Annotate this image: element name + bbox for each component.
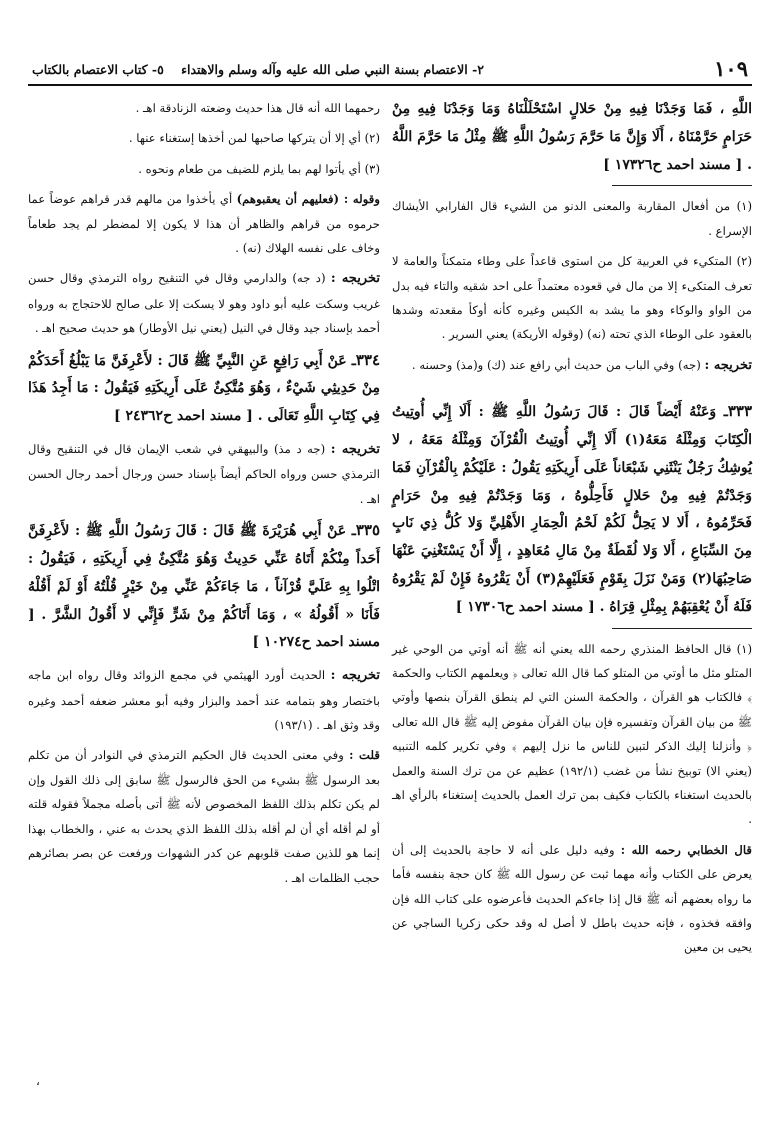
running-title-book: ٥- كتاب الاعتصام بالكتاب [32, 62, 164, 77]
page-number: ١٠٩ [714, 56, 748, 81]
continued-text: رحمهما الله أنه قال هذا حديث وضعته الزنادقة اهـ . [135, 101, 380, 115]
hadith-332-end: اللَّهِ ، فَمَا وَجَدْنَا فِيهِ مِنْ حَلالٍ اسْتَحْلَلْنَاهُ وَمَا وَجَدْنَا فِيهِ مِنْ حَرَامٍ حَرَّمْنَاهُ ، أَلَا وَإِنَّ مَا حَرَّمَ رَسُولُ اللَّهِ ﷺ مِثْلُ مَا حَرَّمَ اللَّهُ . [ مسند احمد ح١٧٣٢٦ ] [392, 101, 752, 173]
footnote-2-left: (٢) أي إلا أن يتركها صاحبها لمن أخذها إستغناء عنها . [128, 131, 380, 146]
takhrij-paragraph [28, 437, 380, 511]
hadith-text: ـ وَعَنْهُ أَيْضاً قَالَ : قَالَ رَسُولُ اللَّهِ ﷺ : أَلَا إِنِّي أُوتِيتُ الْكِتَابَ وَمِثْلَهُ مَعَهُ(١) أَلَا إِنِّي أُوتِيتُ الْقُرْآنَ وَمِثْلَهُ مَعَهُ ، لا يُوشِكُ رَجُلٌ يَنْثَنِي شَبْعَاناً عَلَى أَرِيكَتِهِ يَقُولُ : عَلَيْكُمْ بِالْقُرْآنِ فَمَا وَجَدْتُمْ فِيهِ مِنْ حَلالٍ فَأَحِلُّوهُ ، وَمَا وَجَدْتُمْ فِيهِ مِنْ حَرَامٍ فَحَرِّمُوهُ ، أَلا لا يَحِلُّ لَكُمْ لَحْمُ الْحِمَارِ الأَهْلِيِّ وَلا كُلُّ ذِي نَابٍ مِنَ السِّبَاعِ ، أَلا وَلا لُقَطَةٌ مِنْ مَالِ مُعَاهِدٍ ، إِلَّا أَنْ يَسْتَغْنِيَ عَنْهَا صَاحِبُهَا(٢) وَمَنْ نَزَلَ بِقَوْمٍ فَعَلَيْهِمْ(٣) أَنْ يَقْرُوهُ فَإِنْ لَمْ يَقْرُوهُ فَلَهُ أَنْ يُعْقِبَهُمْ بِمِثْلِ قِرَاهُ . [ مسند احمد ح١٧٣٠٦ ] [392, 404, 753, 615]
takhrij-paragraph [392, 353, 752, 378]
takhrij-label: تخريجه : [330, 668, 381, 684]
takhrij-label: تخريجه : [330, 442, 380, 458]
footnote-1: (١) من أفعال المقاربة والمعنى الدنو من الشيء قال الفارابي الأيشاك الإسراع . [392, 199, 752, 238]
takhrij-label: تخريجه : [704, 357, 752, 373]
left-column [28, 96, 380, 896]
hadith-text: ـ عَنْ أَبِي رَافِعٍ عَنِ النَّبِيِّ ﷺ قَالَ : لأَعْرِفَنَّ مَا يَبْلُغُ أَحَدَكُمْ مِنْ حَدِيثِي شَيْءٌ ، وَهُوَ مُتَّكِئٌ عَلَى أَرِيكَتِهِ فَيَقُولُ : مَا أَجِدُ هَذَا فِي كِتَابِ اللَّهِ تَعَالَى . [ مسند احمد ح٢٤٣٦٢ ] [28, 352, 380, 425]
takhrij-paragraph [28, 663, 380, 737]
takhrij-paragraph [28, 266, 380, 340]
footnote-mundhiri: (١) قال الحافظ المنذري رحمه الله يعني أنه ﷺ أنه أوتي من الوحي غير المتلو مثل ما أوتي من المتلو كما قال الله تعالى ﴿ ويعلمهم الكتاب والحكمة ﴾ فالكتاب هو القرآن ، والحكمة السنن التي لم ينطق القرآن بنصها وأوتي ﷺ من بيان القرآن وتفسيره فإن بيان القرآن مفوض إليه ﷺ قال الله تعالى ﴿ وأنزلنا إليك الذكر لتبين للناس ما نزل إليهم ﴾ وفي تكرير كلمه التنبيه (يعني الا) توبيخ نشأ من غضب (١٩٢/١) عظيم عن من ترك السنة والعمل بالحديث استغناء بالكتاب فكيف بمن ترك العمل بالحديث إستغناء بالرأي اهـ . [392, 641, 752, 827]
waqawluh-paragraph [28, 187, 380, 260]
qult-label: قلت : [349, 748, 380, 763]
takhrij-label: تخريجه : [330, 271, 380, 287]
hadith-333 [392, 398, 752, 621]
takhrij-text: (جه) وفي الباب من حديث أبي رافع عند (ك) و(مذ) وحسنه . [411, 357, 701, 372]
qult-text: وفي معنى الحديث قال الحكيم الترمذي في النوادر أن من تكلم بعد الرسول ﷺ بشيء من الحق فالرسول ﷺ سابق إلى ذلك القول وإن لم يكن تكلم بذلك اللفظ المخصوص لأنه ﷺ أتى بأصله مجملاً فقوله قلته أو لم أقله أي أن لم أقله بذلك اللفظ الذي يحدث به عني ، والخطاب بهذا إنما هو للذين صفت قلوبهم عن كدر الشهوات ورفعت عن بصر بصائرهم حجب الظلمات اهـ . [28, 748, 380, 885]
khattabi-text: وفيه دليل على أنه لا حاجة بالحديث إلى أن يعرض على الكتاب وأنه مهما ثبت عن رسول الله ﷺ كان حجة بنفسه فأما ما رواه بعضهم أنه ﷺ قال إذا جاءكم الحديث فأعرضوه على كتاب الله فإن وافقه فخذوه ، فإنه حديث باطل لا أصل له وقد حكى زكريا الساجي عن يحيى بن معين [392, 842, 752, 955]
takhrij-text: (جه د مذ) والبيهقي في شعب الإيمان قال في التنقيح وقال الترمذي حسن ورواه الحاكم أيضاً بإسناد حسن ورجال أحمد رجال الحسن اهـ . [28, 442, 380, 506]
waqawluh-text: أي يأخذوا من مالهم قدر قراهم عوضاً عما حرموه من قراهم والظاهر أن هذا لا يكون إلا لمضطر لم يجد طعاماً وخاف على نفسه الهلاك (نه) . [28, 192, 380, 256]
takhrij-text: (د جه) والدارمي وقال في التنقيح رواه الترمذي وقال حسن غريب وسكت عليه أبو داود وهو لا يسكت إلا على صالح للاحتجاج به ورواه أحمد بإسناد جيد وقال في النيل (يعني نيل الأوطار) هو حديث صحيح اهـ . [28, 271, 380, 336]
footnote-separator [612, 185, 752, 186]
right-column [392, 96, 752, 966]
takhrij-text: الحديث أورد الهيثمي في مجمع الزوائد وقال رواه ابن ماجه باختصار وهو بتمامه عند أحمد والبزار وفيه أبو معشر ضعفه أحمد وغيره وقد وثق اهـ . (١٩٣/١) [28, 668, 380, 733]
footer-mark: ، [36, 1074, 40, 1088]
running-header [28, 58, 752, 86]
hadith-335 [28, 517, 380, 657]
running-title-section: ٢- الاعتصام بسنة النبي صلى الله عليه وآله وسلم والاهتداء [181, 62, 484, 77]
qult-paragraph [28, 743, 380, 889]
footnote-2: (٢) المتكيء في العربية كل من استوى قاعداً على وطاء متمكناً والعامة لا تعرف المتكىء إلا من مال في قعوده معتمداً على احد شقيه والتاء فيه بدل من الواو والوكاء وهو ما يشد به الكيس وغيره كأنه أوكأ مقعدته وشدها بالعقود على الوطاء الذي تحته (نه) (وقوله الأريكة) يعني السرير . [392, 254, 752, 342]
hadith-number: ٣٣٣ [727, 402, 752, 421]
footnote-3-left: (٣) أي يأتوا لهم بما يلزم للضيف من طعام ونحوه . [138, 161, 380, 176]
hadith-text: ـ عَنْ أَبِي هُرَيْرَةَ ﷺ قَالَ : قَالَ رَسُولُ اللَّهِ ﷺ : لأَعْرِفَنَّ أَحَداً مِنْكُمْ أَتَاهُ عَنِّي حَدِيثٌ وَهُوَ مُتَّكِئٌ فِي أَرِيكَتِهِ ، فَيَقُولُ : اتْلُوا بِهِ عَلَيَّ قُرْآناً ، مَا جَاءَكُمْ عَنِّي مِنْ خَيْرٍ قُلْتُهُ أَوْ لَمْ أَقُلْهُ فَأَنَا « أَقُولُهُ » ، وَمَا أَتَاكُمْ مِنْ شَرٍّ فَإِنِّي لا أَقُولُ الشَّرَّ . [ مسند احمد ح١٠٢٧٤ ] [28, 523, 380, 651]
hadith-number: ٣٣٤ [355, 350, 380, 369]
waqawluh-label: وقوله : (فعليهم أن يعقبوهم) [236, 192, 380, 207]
hadith-334 [28, 347, 380, 431]
khattabi-label: قال الخطابي رحمه الله : [620, 842, 753, 857]
hadith-number: ٣٣٥ [355, 521, 380, 540]
footnote-separator [612, 628, 752, 629]
khattabi-paragraph [392, 838, 752, 960]
